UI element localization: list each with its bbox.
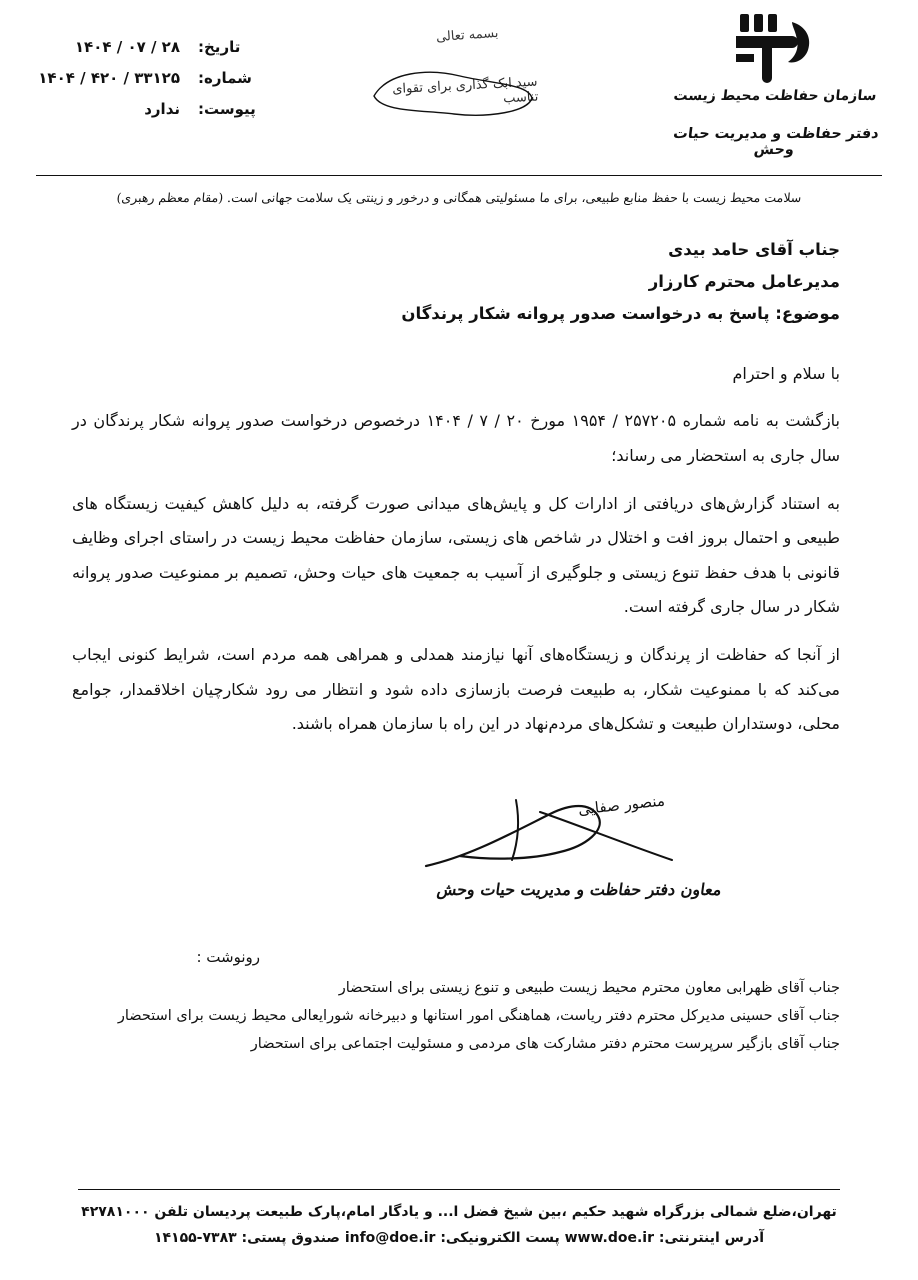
attachment-label: پیوست: <box>198 100 256 118</box>
date-label: تاریخ: <box>198 38 241 56</box>
salutation: با سلام و احترام <box>732 363 840 383</box>
attachment-value: ندارد <box>144 100 180 118</box>
addressee-name: جناب آقای حامد بیدی <box>668 240 840 259</box>
date-value: ۱۴۰۴ / ۰۷ / ۲۸ <box>74 38 180 56</box>
website-url[interactable]: www.doe.ir <box>564 1230 654 1247</box>
metadata-row <box>0 38 300 56</box>
cc-item: جناب آقای حسینی مدیرکل محترم دفتر ریاست، هماهنگی امور استانها و دبیرخانه شورایعالی محیط زیست برای استحضار <box>117 1007 840 1024</box>
bismillah-text: بسمه تعالی <box>435 25 499 46</box>
doe-emblem-icon <box>732 10 818 84</box>
letter-body <box>72 234 840 934</box>
footer-address: تهران،ضلع شمالی بزرگراه شهید حکیم ،بین شیخ فضل ا... و یادگار امام،پارک طبیعت پردیسان تلفن ۴۲۷۸۱۰۰۰ <box>81 1204 837 1221</box>
footer-contacts <box>0 1226 918 1252</box>
cc-item: جناب آقای ظهرابی معاون محترم محیط زیست طبیعی و تنوع زیستی برای استحضار <box>338 979 840 996</box>
paragraph-2: به استناد گزارش‌های دریافتی از ادارات کل و پایش‌های میدانی صورت گرفته، به دلیل کاهش کیفیت زیستگاه های طبیعی و احتمال بروز افت و اختلال در شاخص های زیستی، سازمان حفاظت محیط زیست در راستای اجرای وظایف قانونی با هدف حفظ تنوع زیستی و جلوگیری از آسیب به جمعیت های حیات وحش، تصمیم بر ممنوعیت صدور پروانه شکار در سال جاری گرفته است. <box>72 493 840 617</box>
signer-name: منصور صفایی <box>577 791 666 819</box>
stamp-text: سید ابک گذاری برای تقوای تناسب <box>391 74 539 107</box>
signature-scribble-icon <box>420 794 720 894</box>
organization-logo-block <box>660 10 890 158</box>
email-label: پست الکترونیکی: <box>440 1230 560 1247</box>
number-label: شماره: <box>198 69 252 87</box>
cc-item: جناب آقای بازگیر سرپرست محترم دفتر مشارکت های مردمی و مسئولیت اجتماعی برای استحضار <box>250 1036 840 1053</box>
leader-motto: سلامت محیط زیست با حفظ منابع طبیعی، برای ما مسئولیتی همگانی و درخور و زینتی یک سلامت جهانی است. (مقام معظم رهبری) <box>116 190 803 205</box>
signature-block <box>72 791 840 934</box>
handwritten-stamp <box>368 66 538 122</box>
web-label: آدرس اینترنتی: <box>658 1230 765 1247</box>
organization-name: سازمان حفاظت محیط زیست <box>672 88 878 104</box>
email-address[interactable]: info@doe.ir <box>344 1230 436 1247</box>
signer-title: معاون دفتر حفاظت و مدیریت حیات وحش <box>436 879 724 899</box>
letter-header <box>0 0 918 175</box>
number-value: ۱۴۰۴ / ۴۲۰ / ۳۳۱۲۵ <box>38 69 180 87</box>
footer-divider <box>78 1189 840 1190</box>
letter-footer <box>0 1189 918 1252</box>
postbox-value: ۱۴۱۵۵-۷۳۸۳ <box>153 1230 237 1247</box>
paragraph-1: بازگشت به نامه شماره ۲۵۷۲۰۵ / ۱۹۵۴ مورخ ۲۰ / ۷ / ۱۴۰۴ درخصوص درخواست صدور پروانه شکار پرندگان در سال جاری به استحضار می رساند؛ <box>72 411 840 465</box>
office-name: دفتر حفاظت و مدیریت حیات وحش <box>672 126 880 158</box>
paragraph-3: از آنجا که حفاظت از پرندگان و زیستگاه‌های آنها نیازمند همدلی و همراهی همه مردم است، شرایط کنونی ایجاب می‌کند که با ممنوعیت شکار، به طبیعت فرصت بازسازی داده شود و انتظار می رود شکارچیان اخلاقمدار، جوامع محلی، دوستداران طبیعت و تشکل‌های مردم‌نهاد در این راه با سازمان همراه باشند. <box>72 645 840 734</box>
header-divider <box>36 175 882 176</box>
letter-metadata <box>0 38 300 131</box>
addressee-block <box>72 234 840 331</box>
metadata-row <box>0 100 300 118</box>
cc-title: رونوشت : <box>196 947 260 966</box>
addressee-role: مدیرعامل محترم کارزار <box>648 272 840 292</box>
postbox-label: صندوق پستی: <box>241 1230 340 1247</box>
metadata-row <box>0 69 300 87</box>
letter-subject: موضوع: پاسخ به درخواست صدور پروانه شکار پرندگان <box>401 304 840 324</box>
carbon-copy-block <box>72 948 840 1059</box>
